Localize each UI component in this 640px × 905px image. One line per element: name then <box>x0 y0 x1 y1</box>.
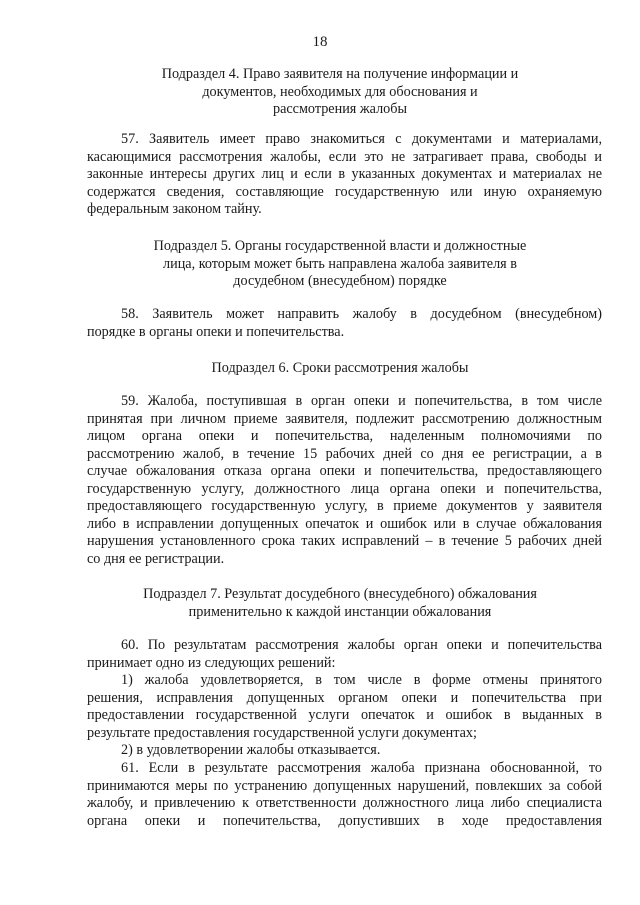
heading-line: Подраздел 4. Право заявителя на получение информации и <box>161 66 519 82</box>
heading-line: лица, которым может быть направлена жалоба заявителя в <box>163 255 517 272</box>
paragraph-line: жалобу, и привлечению к ответственности должностного лица либо специалиста <box>87 795 602 811</box>
subsection-5-heading <box>60 238 620 291</box>
paragraph-line: решения, исправления допущенных органом опеки и попечительства при <box>87 689 602 706</box>
subsection-4-heading <box>60 66 620 119</box>
paragraph-line: рассмотрению жалоб, в течение 15 рабочих дней со дня ее регистрации, а в <box>87 445 602 462</box>
paragraph-line: лицом органа опеки и попечительства, наделенным полномочиями по <box>87 428 602 444</box>
subsection-6-heading <box>60 360 620 378</box>
subsection-7-heading <box>60 586 620 621</box>
paragraph-line: законные интересы других лиц и если в указанных документах и материалах не <box>87 166 602 182</box>
paragraph-line: предоставлении государственной услуги опечаток и ошибок в выданных в <box>87 707 602 723</box>
page-number: 18 <box>312 34 328 50</box>
heading-line: Подраздел 6. Сроки рассмотрения жалобы <box>211 360 469 376</box>
heading-line: документов, необходимых для обоснования и <box>202 83 478 100</box>
paragraph-line: касающимися рассмотрения жалобы, если это не затрагивает права, свободы и <box>87 148 602 165</box>
paragraph-line: федеральным законом тайну. <box>87 201 262 217</box>
heading-line: применительно к каждой инстанции обжалования <box>188 603 492 620</box>
paragraph-60 <box>87 637 602 760</box>
paragraph-line: либо в исправлении допущенных опечаток и ошибок или в случае обжалования <box>87 515 602 532</box>
paragraph-line: случае обжалования отказа органа опеки и попечительства, предоставляющего <box>87 463 602 479</box>
paragraph-line: результате предоставления государственной услуги документах; <box>87 724 477 741</box>
paragraph-line: со дня ее регистрации. <box>87 550 225 567</box>
heading-line: рассмотрения жалобы <box>272 101 408 117</box>
paragraph-line: принимаются меры по устранению допущенных нарушений, повлекших за собой <box>87 777 602 794</box>
paragraph-line: органа опеки и попечительства, допустивших в ходе предоставления <box>87 812 602 829</box>
paragraph-line: содержатся сведения, составляющие государственную или иную охраняемую <box>87 183 602 200</box>
paragraph-line: 58. Заявитель может направить жалобу в досудебном (внесудебном) <box>121 306 602 322</box>
paragraph-line: государственную услугу, должностного лица органа опеки и попечительства, <box>87 480 602 497</box>
paragraph-line: порядке в органы опеки и попечительства. <box>87 323 345 340</box>
paragraph-line: 1) жалоба удовлетворяется, в том числе в форме отмены принятого <box>121 672 602 688</box>
paragraph-line: 61. Если в результате рассмотрения жалоба признана обоснованной, то <box>121 760 602 776</box>
paragraph-line: нарушения установленного срока таких исправлений – в течение 5 рабочих дней <box>87 533 602 549</box>
paragraph-line: 2) в удовлетворении жалобы отказывается. <box>121 742 381 758</box>
heading-line: Подраздел 7. Результат досудебного (внесудебного) обжалования <box>143 586 537 602</box>
heading-line: Подраздел 5. Органы государственной власти и должностные <box>153 238 527 254</box>
paragraph-57 <box>87 131 602 219</box>
paragraph-line: предоставляющего государственную услугу, в приеме документов у заявителя <box>87 498 602 514</box>
paragraph-line: 59. Жалоба, поступившая в орган опеки и попечительства, в том числе <box>121 393 602 409</box>
paragraph-58 <box>87 306 602 341</box>
paragraph-line: принимает одно из следующих решений: <box>87 654 336 671</box>
paragraph-line: 60. По результатам рассмотрения жалобы орган опеки и попечительства <box>121 637 602 653</box>
paragraph-59 <box>87 393 602 568</box>
paragraph-61 <box>87 760 602 830</box>
paragraph-line: 57. Заявитель имеет право знакомиться с документами и материалами, <box>121 131 602 147</box>
heading-line: досудебном (внесудебном) порядке <box>233 273 447 289</box>
paragraph-line: принятая при личном приеме заявителя, подлежит рассмотрению должностным <box>87 410 602 427</box>
